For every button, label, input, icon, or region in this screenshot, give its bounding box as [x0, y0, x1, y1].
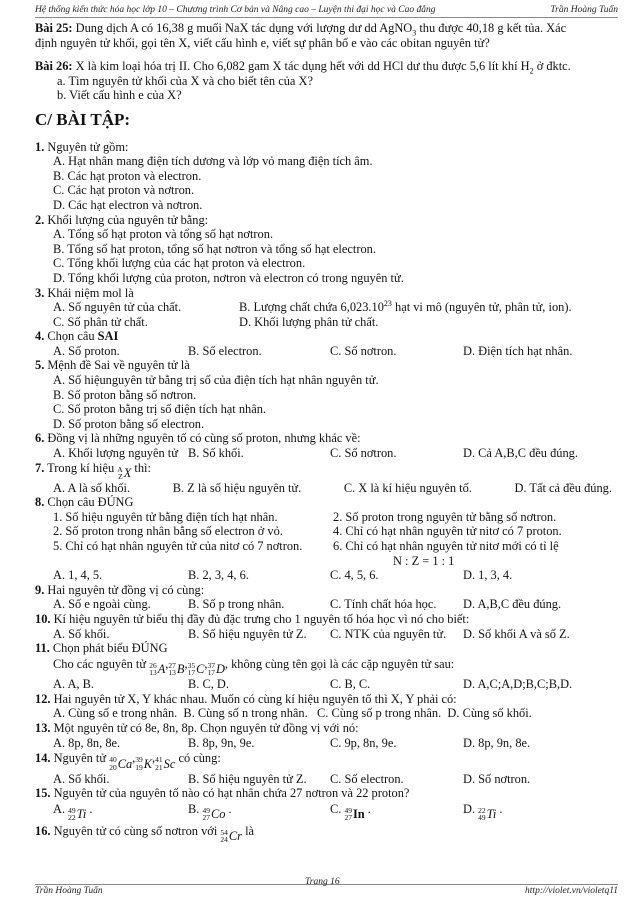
isotope-symbol [68, 806, 86, 823]
option: A. 49 22 Ti . [53, 801, 93, 823]
isotope-symbol [109, 756, 132, 772]
question-10 [35, 612, 616, 627]
exercise-26-part-b: b. Viết cấu hình e của X? [57, 88, 182, 103]
superscript: 23 [383, 298, 392, 308]
isotope-symbol [149, 661, 165, 677]
option: A. Hạt nhân mang điện tích dương và lớp vỏ mang điện tích âm. [53, 154, 373, 169]
option: B. Số proton bằng số nơtron. [53, 387, 197, 402]
isotope-symbol [344, 806, 364, 823]
question-stem-bold: SAI [97, 329, 119, 344]
question-stem: là [241, 823, 255, 838]
question-number: 5. [35, 358, 45, 373]
question-number: 14. [35, 751, 51, 766]
isotope-symbol [202, 806, 225, 823]
question-8 [35, 495, 616, 510]
option-row [35, 344, 616, 359]
question-3 [35, 286, 616, 301]
question-13 [35, 721, 616, 736]
isotope-symbol [155, 756, 175, 772]
question-number: 12. [35, 691, 51, 706]
option: A. Số proton. [53, 343, 120, 358]
question-number: 7. [35, 460, 45, 475]
option: D. Điện tích hạt nhân. [463, 343, 573, 358]
option [239, 300, 572, 315]
option: B. Số p trong nhân. [188, 597, 285, 612]
option: C. X là kí hiệu nguyên tố. [343, 480, 472, 495]
exercise-25-text: Dung dịch A có 16,38 g muối NaX tác dụng với lượng dư dd AgNO [72, 21, 413, 35]
option: A. Khối lượng nguyên tử [53, 446, 178, 461]
exercise-25-text2: thu được 40,18 g kết tủa. Xác [416, 21, 567, 35]
option: C. 9p, 8n, 9e. [330, 735, 397, 750]
option: C. 4, 5, 6. [330, 568, 379, 583]
subscript: 3 [412, 28, 417, 38]
atomic-number: 27 [202, 813, 210, 823]
option-text: B. Lượng chất chứa 6,023.10 [239, 300, 384, 315]
option: D. Cả A,B,C đều đúng. [463, 446, 578, 461]
option: B. Số hiệu nguyên tử Z. [188, 626, 307, 641]
question-11-line: Cho các nguyên tử 26 13 A , 27 13 B , 35 17 C , 37 17 D , không cùng tên gọi là các cặp nguyên tử sau: [53, 656, 455, 678]
mass-number: 49 [68, 805, 76, 815]
question-15 [35, 786, 616, 801]
question-stem: Khái niệm mol là [44, 285, 134, 300]
option-row [35, 315, 616, 330]
element-symbol: C [196, 662, 205, 677]
option: B. Z là số hiệu nguyên tử. [172, 480, 302, 495]
option-row [35, 300, 616, 315]
option: D. 8p, 9n, 8e. [463, 735, 531, 750]
question-5 [35, 358, 616, 373]
question-4 [35, 329, 616, 344]
option: B. Các hạt proton và electron. [53, 168, 202, 183]
question-14: 14. Nguyên tử 40 20 Ca , 39 19 K , 41 21 Sc có cùng: [35, 751, 221, 772]
option: C. Số nơtron. [330, 343, 397, 358]
statement: 2. Số proton trong nguyên tử bằng số nơtron. [333, 509, 557, 524]
mass-number: 22 [478, 805, 486, 815]
exercise-26-text: X là kim loại hóa trị II. Cho 6,082 gam X tác dụng hết với dd HCl dư thu được 5,6 lít khí H [72, 59, 530, 74]
spacer [35, 50, 616, 59]
option: B. Số hiệu nguyên tử Z. [188, 771, 307, 786]
question-text: , không cùng tên gọi là các cặp nguyên tử sau: [224, 656, 455, 671]
mass-number: 49 [202, 805, 210, 815]
option: C. Các hạt proton và nơtron. [53, 183, 195, 198]
option-letter: C. [330, 801, 342, 816]
option: D. Số nơtron. [463, 771, 531, 786]
option: D. Khối lượng phân tử chất. [239, 314, 379, 329]
option-line: A. Cùng số e trong nhân. B. Cùng số n trong nhân. C. Cùng số p trong nhân. D. Cùng số khối. [53, 706, 532, 721]
statement: 6. Chỉ có hạt nhân nguyên tử nitơ mới có tỉ lệ [333, 539, 559, 553]
option: C. Số electron. [330, 771, 404, 786]
mass-number: A [117, 464, 123, 474]
question-stem: Đồng vị là những nguyên tố có cùng số proton, nhưng khác về: [44, 431, 361, 446]
statement-row [35, 524, 616, 539]
element-symbol: Ti [76, 806, 87, 821]
option: D. A,B,C đều đúng. [463, 597, 562, 612]
exercise-26 [35, 59, 616, 74]
isotope-numbers [168, 662, 176, 677]
page-number: Trang 16 [305, 877, 340, 887]
element-symbol: A [157, 662, 166, 677]
option-row [35, 597, 616, 612]
atomic-number: 24 [220, 835, 228, 845]
isotope-symbol [117, 466, 131, 481]
option: D. Tất cả đều đúng. [514, 480, 612, 495]
header-left: Hệ thống kiến thức hóa học lớp 10 – Chương trình Cơ bản và Nâng cao – Luyện thi đại học và Cao đẳng [35, 5, 436, 15]
question-stem: Nguyên tử [50, 751, 110, 766]
mass-number: 26 [149, 660, 157, 670]
option: B. 2, 3, 4, 6. [188, 568, 249, 583]
question-number: 13. [35, 721, 51, 736]
footer-author: Trần Hoàng Tuấn [35, 886, 103, 896]
option: C. Số phân tử chất. [53, 314, 148, 329]
option: A. Số e ngoài cùng. [53, 597, 151, 612]
question-6 [35, 431, 616, 446]
isotope-symbol [168, 661, 184, 677]
question-number: 10. [35, 611, 51, 626]
option-letter: A. [53, 801, 66, 816]
option: C. Tính chất hóa học. [330, 597, 437, 612]
isotope-symbol [207, 661, 224, 677]
question-1 [35, 140, 616, 155]
statement-row [35, 510, 616, 525]
question-number: 8. [35, 495, 45, 510]
element-symbol: B [176, 662, 185, 677]
subscript: 2 [529, 66, 534, 76]
option: A. A, B. [53, 677, 94, 692]
question-stem: Một nguyên tử có 8e, 8n, 8p. Chọn nguyên tử đồng vị với nó: [50, 721, 359, 736]
option: D. Tổng khối lượng của proton, nơtron và electron có trong nguyên tử. [53, 270, 404, 285]
isotope-symbol [220, 828, 242, 845]
option: B. 8p, 9n, 9e. [188, 735, 255, 750]
isotope-numbers [202, 807, 210, 822]
isotope-numbers [117, 466, 122, 481]
question-number: 6. [35, 431, 45, 446]
question-number: 9. [35, 582, 45, 597]
page-content [35, 21, 616, 845]
element-symbol: In [352, 806, 365, 821]
mass-number: 35 [187, 660, 196, 670]
option-letter: D. [463, 801, 476, 816]
statement: 1. Số hiệu nguyên tử bằng điện tích hạt nhân. [53, 509, 278, 524]
option-row [35, 627, 616, 642]
page-footer [35, 877, 618, 896]
option: A. 1, 4, 5. [53, 568, 103, 583]
option: B. C, D. [188, 677, 229, 692]
mass-number: 37 [207, 660, 215, 670]
question-stem: Hai nguyên tử đồng vị có cùng: [44, 582, 205, 597]
option: D. Số khối A và số Z. [463, 626, 570, 641]
option-row [35, 736, 616, 751]
statement: 5. Chỉ có hạt nhân nguyên tử của nitơ có 7 nơtron. [53, 539, 303, 553]
atomic-number: 17 [187, 668, 196, 678]
question-stem: Nguyên tử có cùng số nơtron với [50, 823, 221, 838]
mass-number: 54 [220, 827, 228, 837]
mass-number: 41 [155, 755, 163, 765]
atomic-number: 27 [344, 813, 352, 823]
question-16 [35, 823, 616, 845]
question-stem: Nguyên tử của nguyên tố nào có hạt nhân chứa 27 nơtron và 22 proton? [50, 786, 410, 801]
element-symbol: Co [210, 806, 226, 821]
question-2 [35, 213, 616, 228]
question-stem: có cùng: [175, 751, 221, 766]
option: C. 49 27 In . [330, 801, 371, 823]
isotope-symbol [135, 756, 152, 772]
isotope-numbers [207, 662, 215, 677]
option: A. Số khối. [53, 771, 110, 786]
exercise-26-label: Bài 26: [35, 59, 73, 74]
question-11 [35, 641, 616, 656]
question-stem: Nguyên tử gồm: [44, 139, 129, 154]
atomic-number: 49 [478, 813, 486, 823]
atomic-number: 17 [207, 668, 215, 678]
isotope-numbers [135, 756, 143, 771]
option: B. Số khối. [188, 446, 244, 461]
atomic-number: 13 [168, 668, 176, 678]
option-row [35, 481, 616, 496]
question-text: Cho các nguyên tử [53, 656, 150, 671]
isotope-numbers [149, 662, 157, 677]
option-row [35, 801, 616, 823]
question-stem: Trong kí hiệu [44, 460, 118, 475]
option: C. Tổng khối lượng của các hạt proton và electron. [53, 256, 306, 271]
question-stem: Hai nguyên tử X, Y khác nhau. Muốn có cùng kí hiệu nguyên tố thì X, Y phải có: [50, 691, 457, 706]
option-row [35, 446, 616, 461]
question-stem: Chọn câu [44, 329, 98, 344]
option: B. 49 27 Co . [188, 801, 232, 823]
question-number: 1. [35, 139, 45, 154]
header-divider [35, 17, 618, 18]
option-row [35, 772, 616, 787]
option: A. Số nguyên tử của chất. [53, 300, 182, 315]
statement: 4. Chỉ có hạt nhân nguyên tử nitơ có 7 proton. [333, 524, 562, 539]
question-9 [35, 583, 616, 598]
option: A. 8p, 8n, 8e. [53, 735, 121, 750]
statement: 2. Số proton trong nhân bằng số electron ở vỏ. [53, 524, 283, 539]
option: D. 1, 3, 4. [463, 568, 513, 583]
element-symbol: Ca [117, 756, 133, 771]
question-stem: Khối lượng của nguyên tử bằng: [44, 212, 209, 227]
exercise-25-label: Bài 25: [35, 21, 73, 35]
option-row [35, 568, 616, 583]
question-number: 15. [35, 786, 51, 801]
element-symbol: Cr [228, 828, 242, 843]
exercise-26-text2: ở đktc. [533, 59, 571, 74]
option: D. 22 49 Ti . [463, 801, 503, 823]
question-number: 2. [35, 212, 45, 227]
isotope-numbers [109, 756, 117, 771]
atomic-number: Z [118, 472, 123, 482]
element-symbol: K [143, 756, 153, 771]
question-number: 3. [35, 285, 45, 300]
element-symbol: X [123, 465, 132, 480]
option: B. Số electron. [188, 343, 262, 358]
header-right: Trần Hoàng Tuấn [550, 5, 618, 15]
mass-number: 27 [168, 660, 176, 670]
isotope-numbers [155, 756, 163, 771]
question-number: 16. [35, 823, 51, 838]
isotope-symbol [188, 661, 205, 677]
footer-url: http://violet.vn/violetq11 [525, 886, 618, 896]
atomic-number: 19 [135, 762, 143, 772]
question-stem: Kí hiệu nguyên tử biểu thị đầy đủ đặc trưng cho 1 nguyên tố hóa học vì nó cho biết: [50, 611, 470, 626]
question-stem: Chọn phát biểu ĐÚNG [49, 641, 168, 656]
option: D. Các hạt electron và nơtron. [53, 197, 203, 212]
atomic-number: 20 [109, 762, 117, 772]
option: B. Tổng số hạt proton, tổng số hạt nơtron và tổng số hạt electron. [53, 241, 376, 256]
option: A. Số hiệunguyên tử bằng trị số của điện tích hạt nhân nguyên tử. [53, 373, 379, 388]
option: C. Số proton bằng trị số điện tích hạt nhân. [53, 402, 267, 417]
statement-continuation: N : Z = 1 : 1 [393, 553, 455, 568]
option: C. B, C. [330, 677, 371, 692]
option: D. Số proton bằng số electron. [53, 416, 205, 431]
option-row [35, 677, 616, 692]
element-symbol: Ti [486, 806, 497, 821]
isotope-numbers [220, 829, 228, 844]
question-7 [35, 461, 616, 481]
mass-number: 49 [344, 805, 352, 815]
section-title: C/ BÀI TẬP: [35, 109, 131, 129]
question-stem: Chọn câu ĐÚNG [44, 495, 134, 510]
option: C. Số nơtron. [330, 446, 397, 461]
question-number: 4. [35, 329, 45, 344]
isotope-symbol [478, 806, 496, 823]
exercise-25-text3: định nguyên tử khối, gọi tên X, viết cấu hình e, viết sự phân bố e vào các obitan nguyên tử? [35, 35, 490, 50]
atomic-number: 22 [68, 813, 76, 823]
isotope-numbers [68, 807, 76, 822]
isotope-numbers [344, 807, 352, 822]
option: C. NTK của nguyên tử. [330, 626, 447, 641]
option: D. A,C;A,D;B,C;B,D. [463, 677, 573, 692]
page-header [35, 5, 618, 15]
mass-number: 40 [109, 755, 117, 765]
isotope-numbers [478, 807, 486, 822]
question-12 [35, 692, 616, 707]
question-stem: Mệnh đề Sai về nguyên tử là [44, 358, 190, 373]
atomic-number: 13 [149, 668, 157, 678]
option: A. Số khối. [53, 626, 110, 641]
statement-row [35, 539, 616, 554]
mass-number: 39 [135, 755, 143, 765]
option: A. Tổng số hạt proton và tổng số hạt nơtron. [53, 227, 274, 242]
question-number: 11. [35, 641, 50, 656]
exercise-25 [35, 21, 616, 50]
option-letter: B. [188, 801, 200, 816]
question-stem: thì: [131, 460, 151, 475]
isotope-numbers [188, 662, 196, 677]
element-symbol: D [215, 662, 225, 677]
option-text: hạt vi mô (nguyên tử, phân tử, ion). [391, 300, 572, 315]
element-symbol: Sc [163, 756, 176, 771]
exercise-26-part-a: a. Tìm nguyên tử khối của X và cho biết tên của X? [57, 73, 313, 88]
atomic-number: 21 [155, 762, 163, 772]
option: A. A là số khối. [53, 480, 131, 495]
